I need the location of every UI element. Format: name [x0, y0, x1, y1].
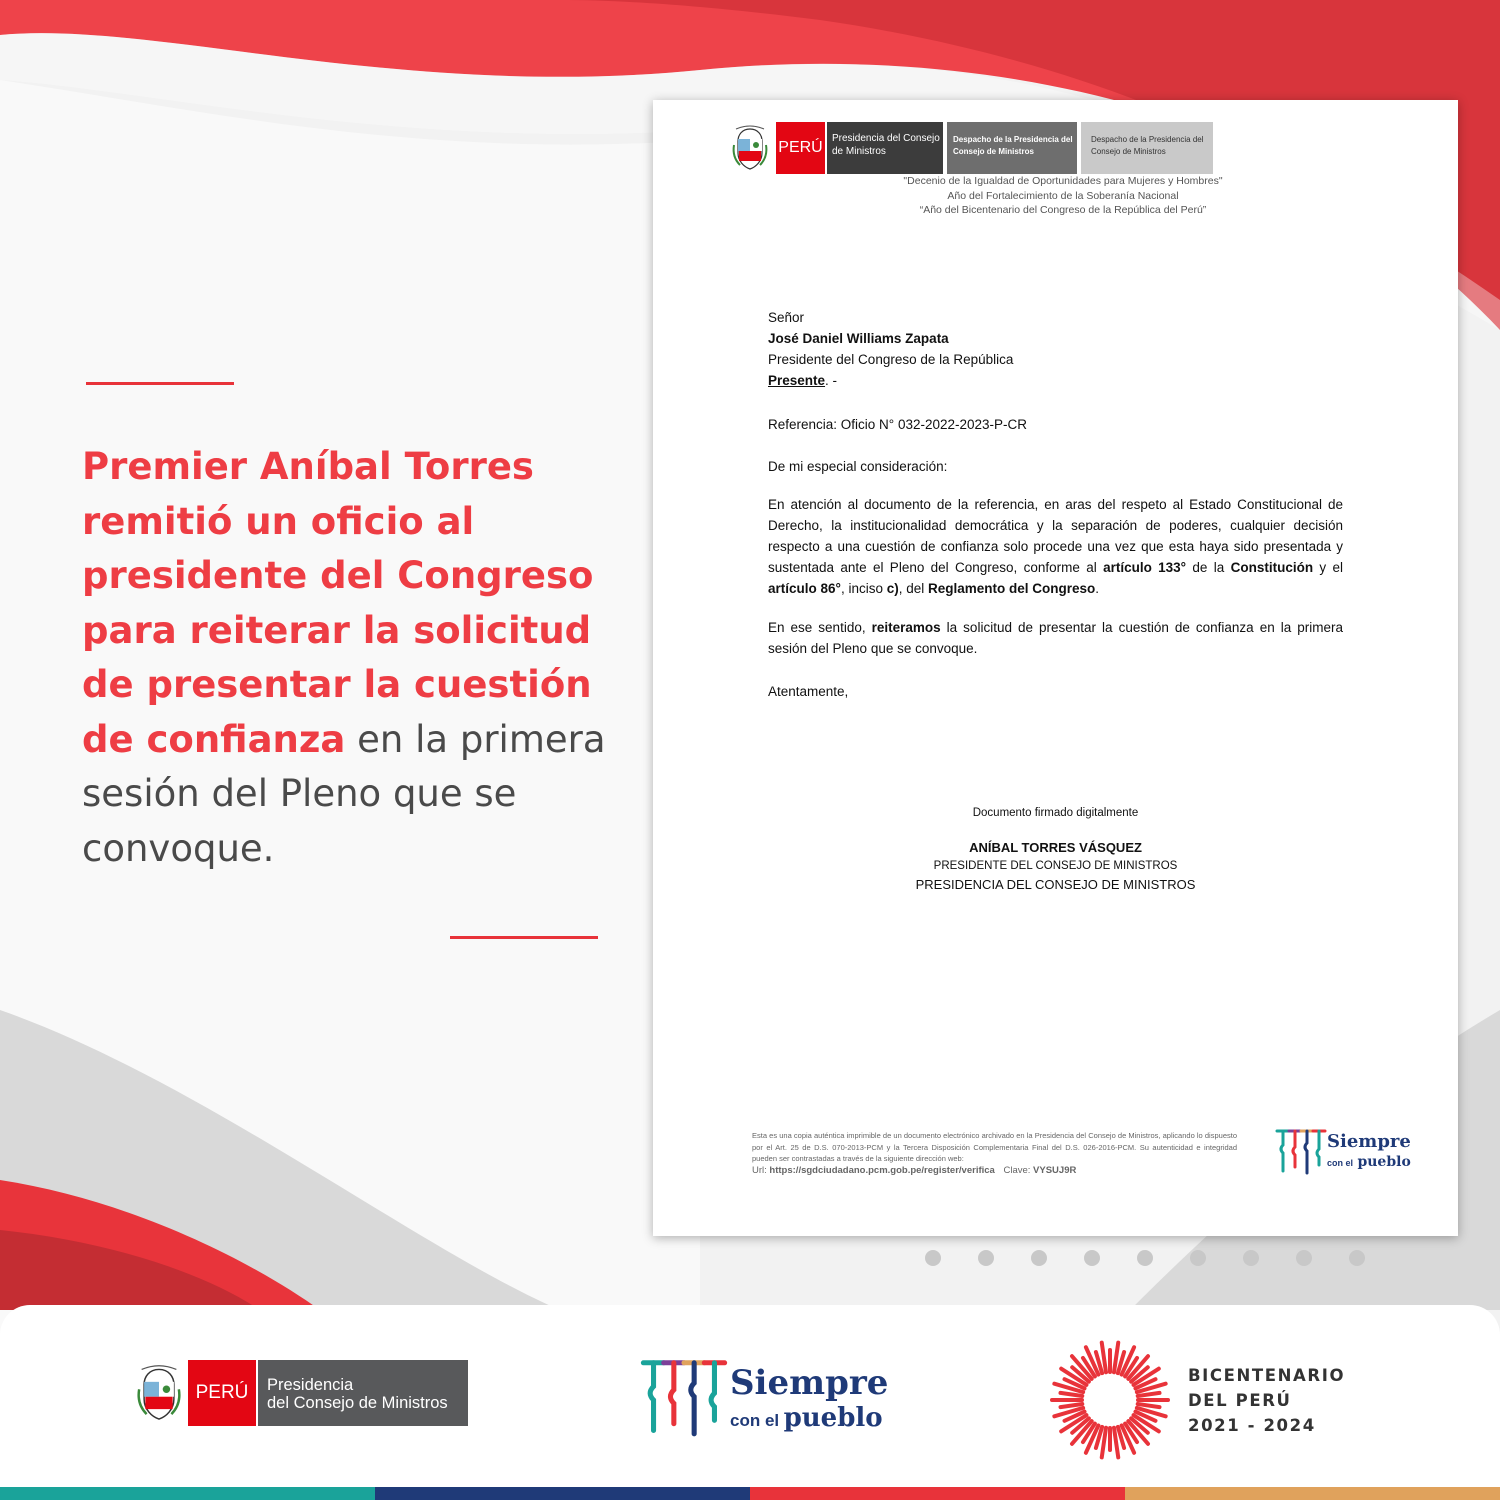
clave-value: VYSUJ9R — [1033, 1165, 1077, 1176]
text: En atención al documento de la referencia, en aras del respeto al Estado Constitucional de Derecho, la institucionalidad democrática y la separación de poderes, cualquier decisión respecto a una cuestión de confianza solo procede una vez que esta haya sido presentada y sustentada ante el Pleno del Congreso, conforme al — [768, 497, 1343, 575]
despacho-label-1: Despacho de la Presidencia del Consejo de Ministros — [947, 122, 1077, 174]
pcm-label: Presidencia del Consejo de Ministros — [825, 122, 943, 174]
pueblo: pueblo — [783, 1403, 883, 1433]
headline — [82, 440, 642, 876]
pcm-line: del Consejo de Ministros — [267, 1394, 448, 1412]
text: En ese sentido, — [768, 620, 872, 635]
sun-ray — [1061, 1393, 1083, 1396]
coat-of-arms-icon — [133, 1360, 185, 1426]
presente-suffix: . - — [825, 373, 838, 388]
con-el: con el — [730, 1411, 780, 1430]
text: , del — [898, 581, 929, 596]
text: y el — [1313, 560, 1344, 575]
salutation: Señor — [768, 310, 805, 325]
pcm-logo — [133, 1360, 468, 1426]
con-el-pueblo — [1327, 1153, 1411, 1171]
carousel-dot[interactable] — [925, 1250, 941, 1266]
siempre-con-el-pueblo-logo — [640, 1355, 889, 1445]
stripe-segment — [0, 1487, 375, 1500]
headline-bottom-rule — [450, 936, 598, 939]
signer-title: PRESIDENTE DEL CONSEJO DE MINISTROS — [933, 860, 1178, 872]
text: de la — [1186, 560, 1231, 575]
pueblo: pueblo — [1357, 1154, 1411, 1170]
clave-label: Clave: — [1003, 1165, 1034, 1176]
headline-strong: Premier Aníbal Torres remitió un oficio al presidente del Congreso para reiterar la solicitud de presentar la cuestión de confianza — [82, 445, 594, 761]
signer-name: ANÍBAL TORRES VÁSQUEZ — [969, 840, 1142, 855]
carousel-dot[interactable] — [1137, 1250, 1153, 1266]
siempre-icon — [640, 1355, 728, 1445]
despacho-label-2: Despacho de la Presidencia del Consejo de Ministros — [1081, 122, 1213, 174]
year-motto: "Decenio de la Igualdad de Oportunidades para Mujeres y Hombres" — [903, 175, 1223, 187]
signed-digitally: Documento firmado digitalmente — [972, 807, 1139, 819]
con-el: con el — [1327, 1158, 1354, 1168]
url-label: Url: — [752, 1165, 770, 1176]
bicentenario-text — [1188, 1363, 1345, 1438]
authenticity-note: Esta es una copia auténtica imprimible de un documento electrónico archivado en la Presidencia del Consejo de Ministros, aplicando lo dispuesto por el Art. 25 de D.S. 070-2013-PCM y la Tercera Disposición Complementaria Final del D.S. 026-2016-PCM. Su autenticidad e integridad pueden ser contrastadas a través de la siguiente dirección web: — [752, 1131, 1237, 1163]
reference: Referencia: Oficio N° 032-2022-2023-P-CR — [768, 417, 1028, 432]
bic-line: DEL PERÚ — [1188, 1391, 1292, 1410]
text: Reglamento del Congreso — [928, 581, 1096, 596]
greeting: De mi especial consideración: — [768, 459, 948, 474]
text: , inciso — [840, 581, 887, 596]
text: reiteramos — [871, 620, 941, 635]
verification-url — [752, 1165, 1076, 1176]
recipient-block — [768, 307, 1343, 391]
con-el-pueblo — [730, 1403, 883, 1433]
carousel-dots — [925, 1250, 1365, 1266]
siempre-icon — [1275, 1127, 1327, 1179]
sun-center — [1092, 1382, 1128, 1418]
carousel-dot[interactable] — [978, 1250, 994, 1266]
sun-ray — [1138, 1404, 1160, 1407]
bic-line: BICENTENARIO — [1188, 1366, 1346, 1385]
text: Constitución — [1230, 560, 1314, 575]
bicentenario-sun-icon — [1050, 1335, 1180, 1465]
peru-label: PERÚ — [776, 122, 825, 174]
url-value[interactable]: https://sgdciudadano.pcm.gob.pe/register/verifica — [769, 1165, 995, 1176]
pcm-line: Presidencia — [267, 1376, 354, 1394]
year-motto: Año del Fortalecimiento de la Soberanía Nacional — [947, 189, 1179, 202]
closing: Atentamente, — [768, 684, 849, 699]
official-letter — [653, 100, 1458, 1236]
headline-top-rule — [86, 382, 234, 385]
carousel-dot[interactable] — [1243, 1250, 1259, 1266]
bic-line: 2021 - 2024 — [1188, 1416, 1316, 1435]
text: artículo 86° — [768, 581, 841, 596]
presente-line — [768, 370, 1343, 391]
bicentenario-logo — [1050, 1335, 1390, 1465]
text: c) — [886, 581, 899, 596]
carousel-dot[interactable] — [1296, 1250, 1312, 1266]
carousel-dot[interactable] — [1084, 1250, 1100, 1266]
sun-ray — [1061, 1404, 1083, 1407]
carousel-dot[interactable] — [1190, 1250, 1206, 1266]
recipient-title: Presidente del Congreso de la República — [768, 352, 1014, 367]
footer-logo-bar — [0, 1305, 1500, 1500]
year-mottos — [863, 174, 1263, 218]
peru-label: PERÚ — [188, 1360, 256, 1426]
letterhead-logo — [728, 122, 1213, 174]
carousel-dot[interactable] — [1349, 1250, 1365, 1266]
headline-light: en la primera sesión del Pleno que se convoque. — [82, 717, 606, 870]
coat-of-arms-icon — [728, 122, 772, 174]
stripe-segment — [750, 1487, 1125, 1500]
carousel-dot[interactable] — [1031, 1250, 1047, 1266]
recipient-name: José Daniel Williams Zapata — [768, 331, 949, 346]
year-motto: “Año del Bicentenario del Congreso de la República del Perú” — [919, 204, 1207, 216]
text: . — [1095, 581, 1100, 596]
stripe-segment — [375, 1487, 750, 1500]
siempre-word: Siempre — [1327, 1131, 1411, 1152]
text: artículo 133° — [1103, 560, 1187, 575]
paragraph-2 — [768, 617, 1343, 659]
siempre-con-el-pueblo-logo — [1275, 1127, 1415, 1179]
siempre-word: Siempre — [730, 1363, 889, 1403]
presente: Presente — [768, 373, 826, 388]
paragraph-1 — [768, 494, 1343, 599]
signer-org: PRESIDENCIA DEL CONSEJO DE MINISTROS — [915, 877, 1196, 892]
pcm-label — [256, 1360, 468, 1426]
text: la solicitud de presentar la cuestión de confianza en la primera sesión del Pleno que se convoque. — [768, 620, 1343, 656]
stripe-segment — [1125, 1487, 1500, 1500]
sun-ray — [1138, 1393, 1160, 1396]
